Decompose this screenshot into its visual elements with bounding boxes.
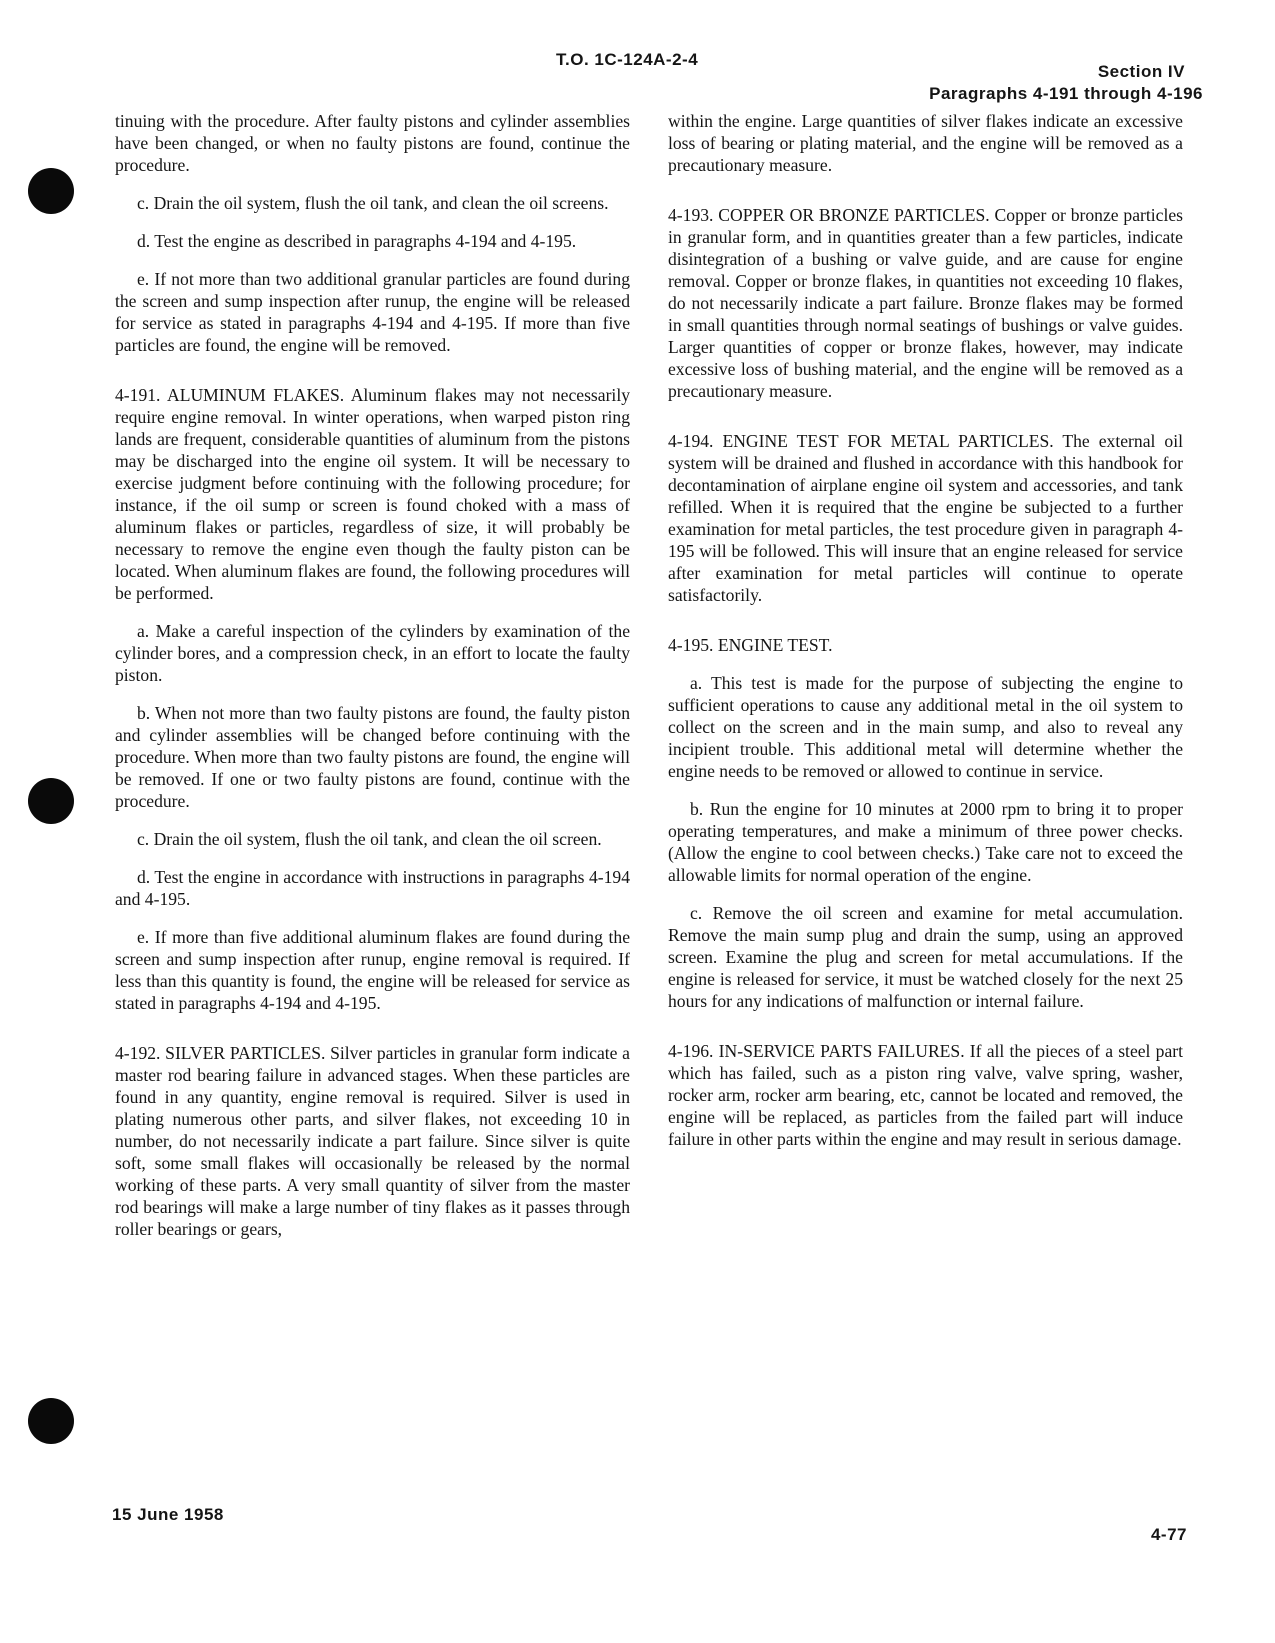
paragraph: tinuing with the procedure. After faulty pistons and cylinder assemblies have been changed, or when no faulty pistons are found, continue the procedure. <box>115 111 630 175</box>
heading-4-195: 4-195. ENGINE TEST. <box>668 635 833 655</box>
right-column <box>668 110 1183 1150</box>
to-number: T.O. 1C-124A-2-4 <box>556 50 699 69</box>
paragraph: c. Remove the oil screen and examine for metal accumulation. Remove the main sump plug and drain the sump, using an approved screen. Examine the plug and screen for metal accumulations. If the engine is released for service, it must be watched closely for the next 25 hours for any indications of malfunction or internal failure. <box>668 903 1183 1011</box>
paragraph: b. When not more than two faulty pistons are found, the faulty piston and cylinder assemblies will be changed before continuing with the procedure. When more than two faulty pistons are found, the engine will be removed. If one or two faulty pistons are found, continue with the procedure. <box>115 703 630 811</box>
paragraph-4-191: 4-191. ALUMINUM FLAKES. Aluminum flakes may not necessarily require engine removal. In winter operations, when warped piston ring lands are frequent, considerable quantities of aluminum from the pistons may be discharged into the engine oil system. It will be necessary to exercise judgment before continuing with the following procedure; for instance, if the oil sump or screen is found choked with a mass of aluminum flakes or particles, regardless of size, it will probably be necessary to remove the engine even though the faulty piston can be located. When aluminum flakes are found, the following procedures will be performed. <box>115 385 630 603</box>
paragraph: d. Test the engine as described in paragraphs 4-194 and 4-195. <box>137 231 577 251</box>
paragraph: c. Drain the oil system, flush the oil tank, and clean the oil screen. <box>137 829 602 849</box>
paragraph: b. Run the engine for 10 minutes at 2000 rpm to bring it to proper operating temperatures, and make a minimum of three power checks. (Allow the engine to cool between checks.) Take care not to exceed the allowable limits for normal operation of the engine. <box>668 799 1183 885</box>
paragraph-4-193: 4-193. COPPER OR BRONZE PARTICLES. Copper or bronze particles in granular form, and in quantities greater than a few particles, indicate disintegration of a bushing or valve guide, and are cause for engine removal. Copper or bronze flakes, in quantities not exceeding 10 flakes, do not necessarily indicate a part failure. Bronze flakes may be formed in small quantities through normal seatings of bushings or valve guides. Larger quantities of copper or bronze flakes, however, may indicate excessive loss of bushing material, and the engine will be removed as a precautionary measure. <box>668 205 1183 401</box>
paragraph: c. Drain the oil system, flush the oil tank, and clean the oil screens. <box>137 193 609 213</box>
paragraph: d. Test the engine in accordance with instructions in paragraphs 4-194 and 4-195. <box>115 867 630 909</box>
paragraph-4-194: 4-194. ENGINE TEST FOR METAL PARTICLES. The external oil system will be drained and flushed in accordance with this handbook for decontamination of airplane engine oil system and accessories, and tank refilled. When it is required that the engine be subjected to a further examination for metal particles, the test procedure given in paragraph 4-195 will be followed. This will insure that an engine released for service after examination for metal particles will continue to operate satisfactorily. <box>668 431 1183 605</box>
paragraph: e. If not more than two additional granular particles are found during the screen and sump inspection after runup, the engine will be released for service as stated in paragraphs 4-194 and 4-195. If more than five particles are found, the engine will be removed. <box>115 269 630 355</box>
page-number: 4-77 <box>1150 1525 1187 1544</box>
paragraph: a. This test is made for the purpose of subjecting the engine to sufficient operations to cause any additional metal in the oil system to collect on the screen and in the main sump, and also to reveal any incipient trouble. This additional metal will determine whether the engine needs to be removed or allowed to continue in service. <box>668 673 1183 781</box>
binder-hole-top <box>28 168 74 214</box>
footer-date: 15 June 1958 <box>112 1505 224 1524</box>
paragraph: within the engine. Large quantities of silver flakes indicate an excessive loss of bearing or plating material, and the engine will be removed as a precautionary measure. <box>668 111 1183 175</box>
left-column <box>115 110 630 1240</box>
paragraph-4-192: 4-192. SILVER PARTICLES. Silver particles in granular form indicate a master rod bearing failure in advanced stages. When these particles are found in any quantity, engine removal is required. Silver is used in plating numerous other parts, and silver flakes, not exceeding 10 in number, do not necessarily indicate a part failure. Since silver is quite soft, some small flakes will occasionally be released by the normal working of these parts. A very small quantity of silver from the master rod bearings will make a large number of tiny flakes as it passes through roller bearings or gears, <box>115 1043 630 1239</box>
section-label: Section IV <box>1097 62 1185 81</box>
paragraph: a. Make a careful inspection of the cylinders by examination of the cylinder bores, and a compression check, in an effort to locate the faulty piston. <box>115 621 630 685</box>
paragraph-range: Paragraphs 4-191 through 4-196 <box>929 84 1203 103</box>
paragraph: e. If more than five additional aluminum flakes are found during the screen and sump inspection after runup, engine removal is required. If less than this quantity is found, the engine will be released for service as stated in paragraphs 4-194 and 4-195. <box>115 927 630 1013</box>
binder-hole-bottom <box>28 1398 74 1444</box>
binder-hole-middle <box>28 778 74 824</box>
paragraph-4-196: 4-196. IN-SERVICE PARTS FAILURES. If all the pieces of a steel part which has failed, such as a piston ring valve, valve spring, washer, rocker arm, rocker arm bearing, etc, cannot be located and removed, the engine will be replaced, as particles from the failed part will induce failure in other parts within the engine and may result in serious damage. <box>668 1041 1183 1149</box>
